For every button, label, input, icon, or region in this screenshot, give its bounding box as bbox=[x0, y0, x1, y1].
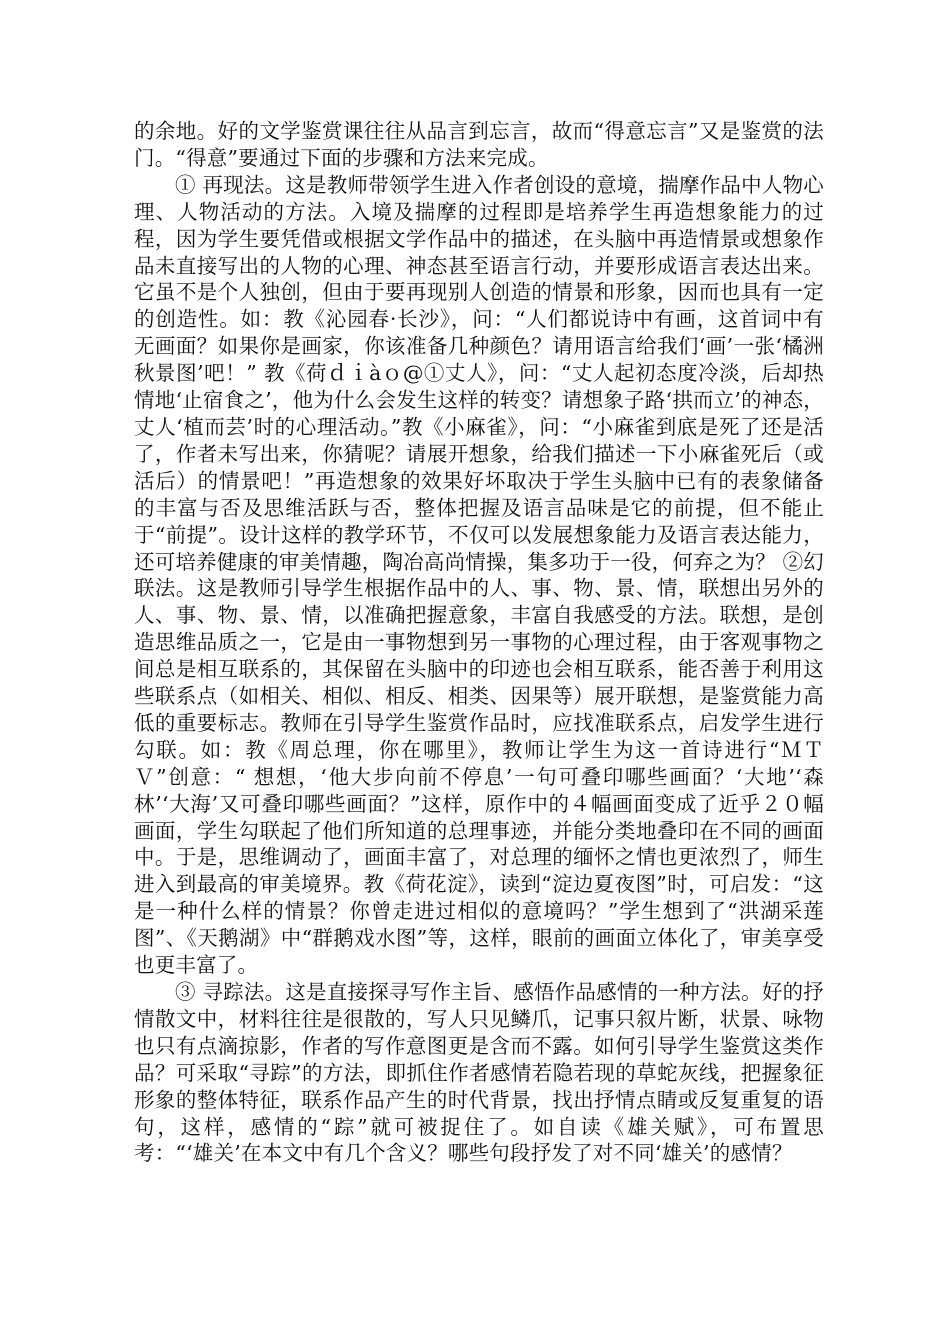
body-text bbox=[134, 118, 824, 1167]
paragraph-intro-continued: 的余地。好的文学鉴赏课往往从品言到忘言，故而“得意忘言”又是鉴赏的法门。“得意”要通过下面的步骤和方法来完成。 bbox=[134, 119, 824, 170]
paragraph-method-tracing: ③ 寻踪法。这是直接探寻写作主旨、感悟作品感情的一种方法。好的抒情散文中，材料往往是很散的，写人只见鳞爪，记事只叙片断，状景、咏物也只有点滴掠影，作者的写作意图更是含而不露。如何引导学生鉴赏这类作品？可采取“寻踪”的方法，即抓住作者感情若隐若现的草蛇灰线，把握象征形象的整体特征，联系作品产生的时代背景，找出抒情点睛或反复重复的语句，这样，感情的“踪”就可被捉住了。如自读《雄关赋》，可布置思考：“‘雄关’在本文中有几个含义？哪些句段抒发了对不同‘雄关’的感情？ bbox=[134, 980, 824, 1166]
paragraph-method-reproduction-and-association: ① 再现法。这是教师带领学生进入作者创设的意境，揣摩作品中人物心理、人物活动的方法。入境及揣摩的过程即是培养学生再造想象能力的过程，因为学生要凭借或根据文学作品中的描述，在头脑中再造情景或想象作品未直接写出的人物的心理、神态甚至语言行动，并要形成语言表达出来。它虽不是个人独创，但由于要再现别人创造的情景和形象，因而也具有一定的创造性。如：教《沁园春·长沙》，问：“人们都说诗中有画，这首词中有无画面？如果你是画家，你该准备几种颜色？请用语言给我们‘画’一张‘橘洲秋景图’吧！” 教《荷ｄｉàｏ@①丈人》，问：“丈人起初态度冷淡，后却热情地‘止宿食之’，他为什么会发生这样的转变？请想象子路‘拱而立’的神态，丈人‘植而芸’时的心理活动。”教《小麻雀》，问：“小麻雀到底是死了还是活了，作者未写出来，你猜呢？请展开想象，给我们描述一下小麻雀死后（或活后）的情景吧！”再造想象的效果好坏取决于学生头脑中已有的表象储备的丰富与否及思维活跃与否，整体把握及语言品味是它的前提，但不能止于“前提”。设计这样的教学环节，不仅可以发展想象能力及语言表达能力，还可培养健康的审美情趣，陶冶高尚情操，集多功于一役，何弃之为？ ②幻联法。这是教师引导学生根据作品中的人、事、物、景、情，联想出另外的人、事、物、景、情，以准确把握意象，丰富自我感受的方法。联想，是创造思维品质之一，它是由一事物想到另一事物的心理过程，由于客观事物之间总是相互联系的，其保留在头脑中的印迹也会相互联系，能否善于利用这些联系点（如相关、相似、相反、相类、因果等）展开联想，是鉴赏能力高低的重要标志。教师在引导学生鉴赏作品时，应找准联系点，启发学生进行勾联。如：教《周总理，你在哪里》，教师让学生为这一首诗进行“ＭＴＶ”创意：“ 想想，‘他大步向前不停息’一句可叠印哪些画面？‘大地’‘森林’‘大海’又可叠印哪些画面？”这样，原作中的４幅画面变成了近乎２０幅画面，学生勾联起了他们所知道的总理事迹，并能分类地叠印在不同的画面中。于是，思维调动了，画面丰富了，对总理的缅怀之情也更浓烈了，师生进入到最高的审美境界。教《荷花淀》，读到“淀边夏夜图”时，可启发：“这是一种什么样的情景？你曾走进过相似的意境吗？”学生想到了“洪湖采莲图”、《天鹅湖》中“群鹅戏水图”等，这样，眼前的画面立体化了，审美享受也更丰富了。 bbox=[134, 172, 824, 978]
